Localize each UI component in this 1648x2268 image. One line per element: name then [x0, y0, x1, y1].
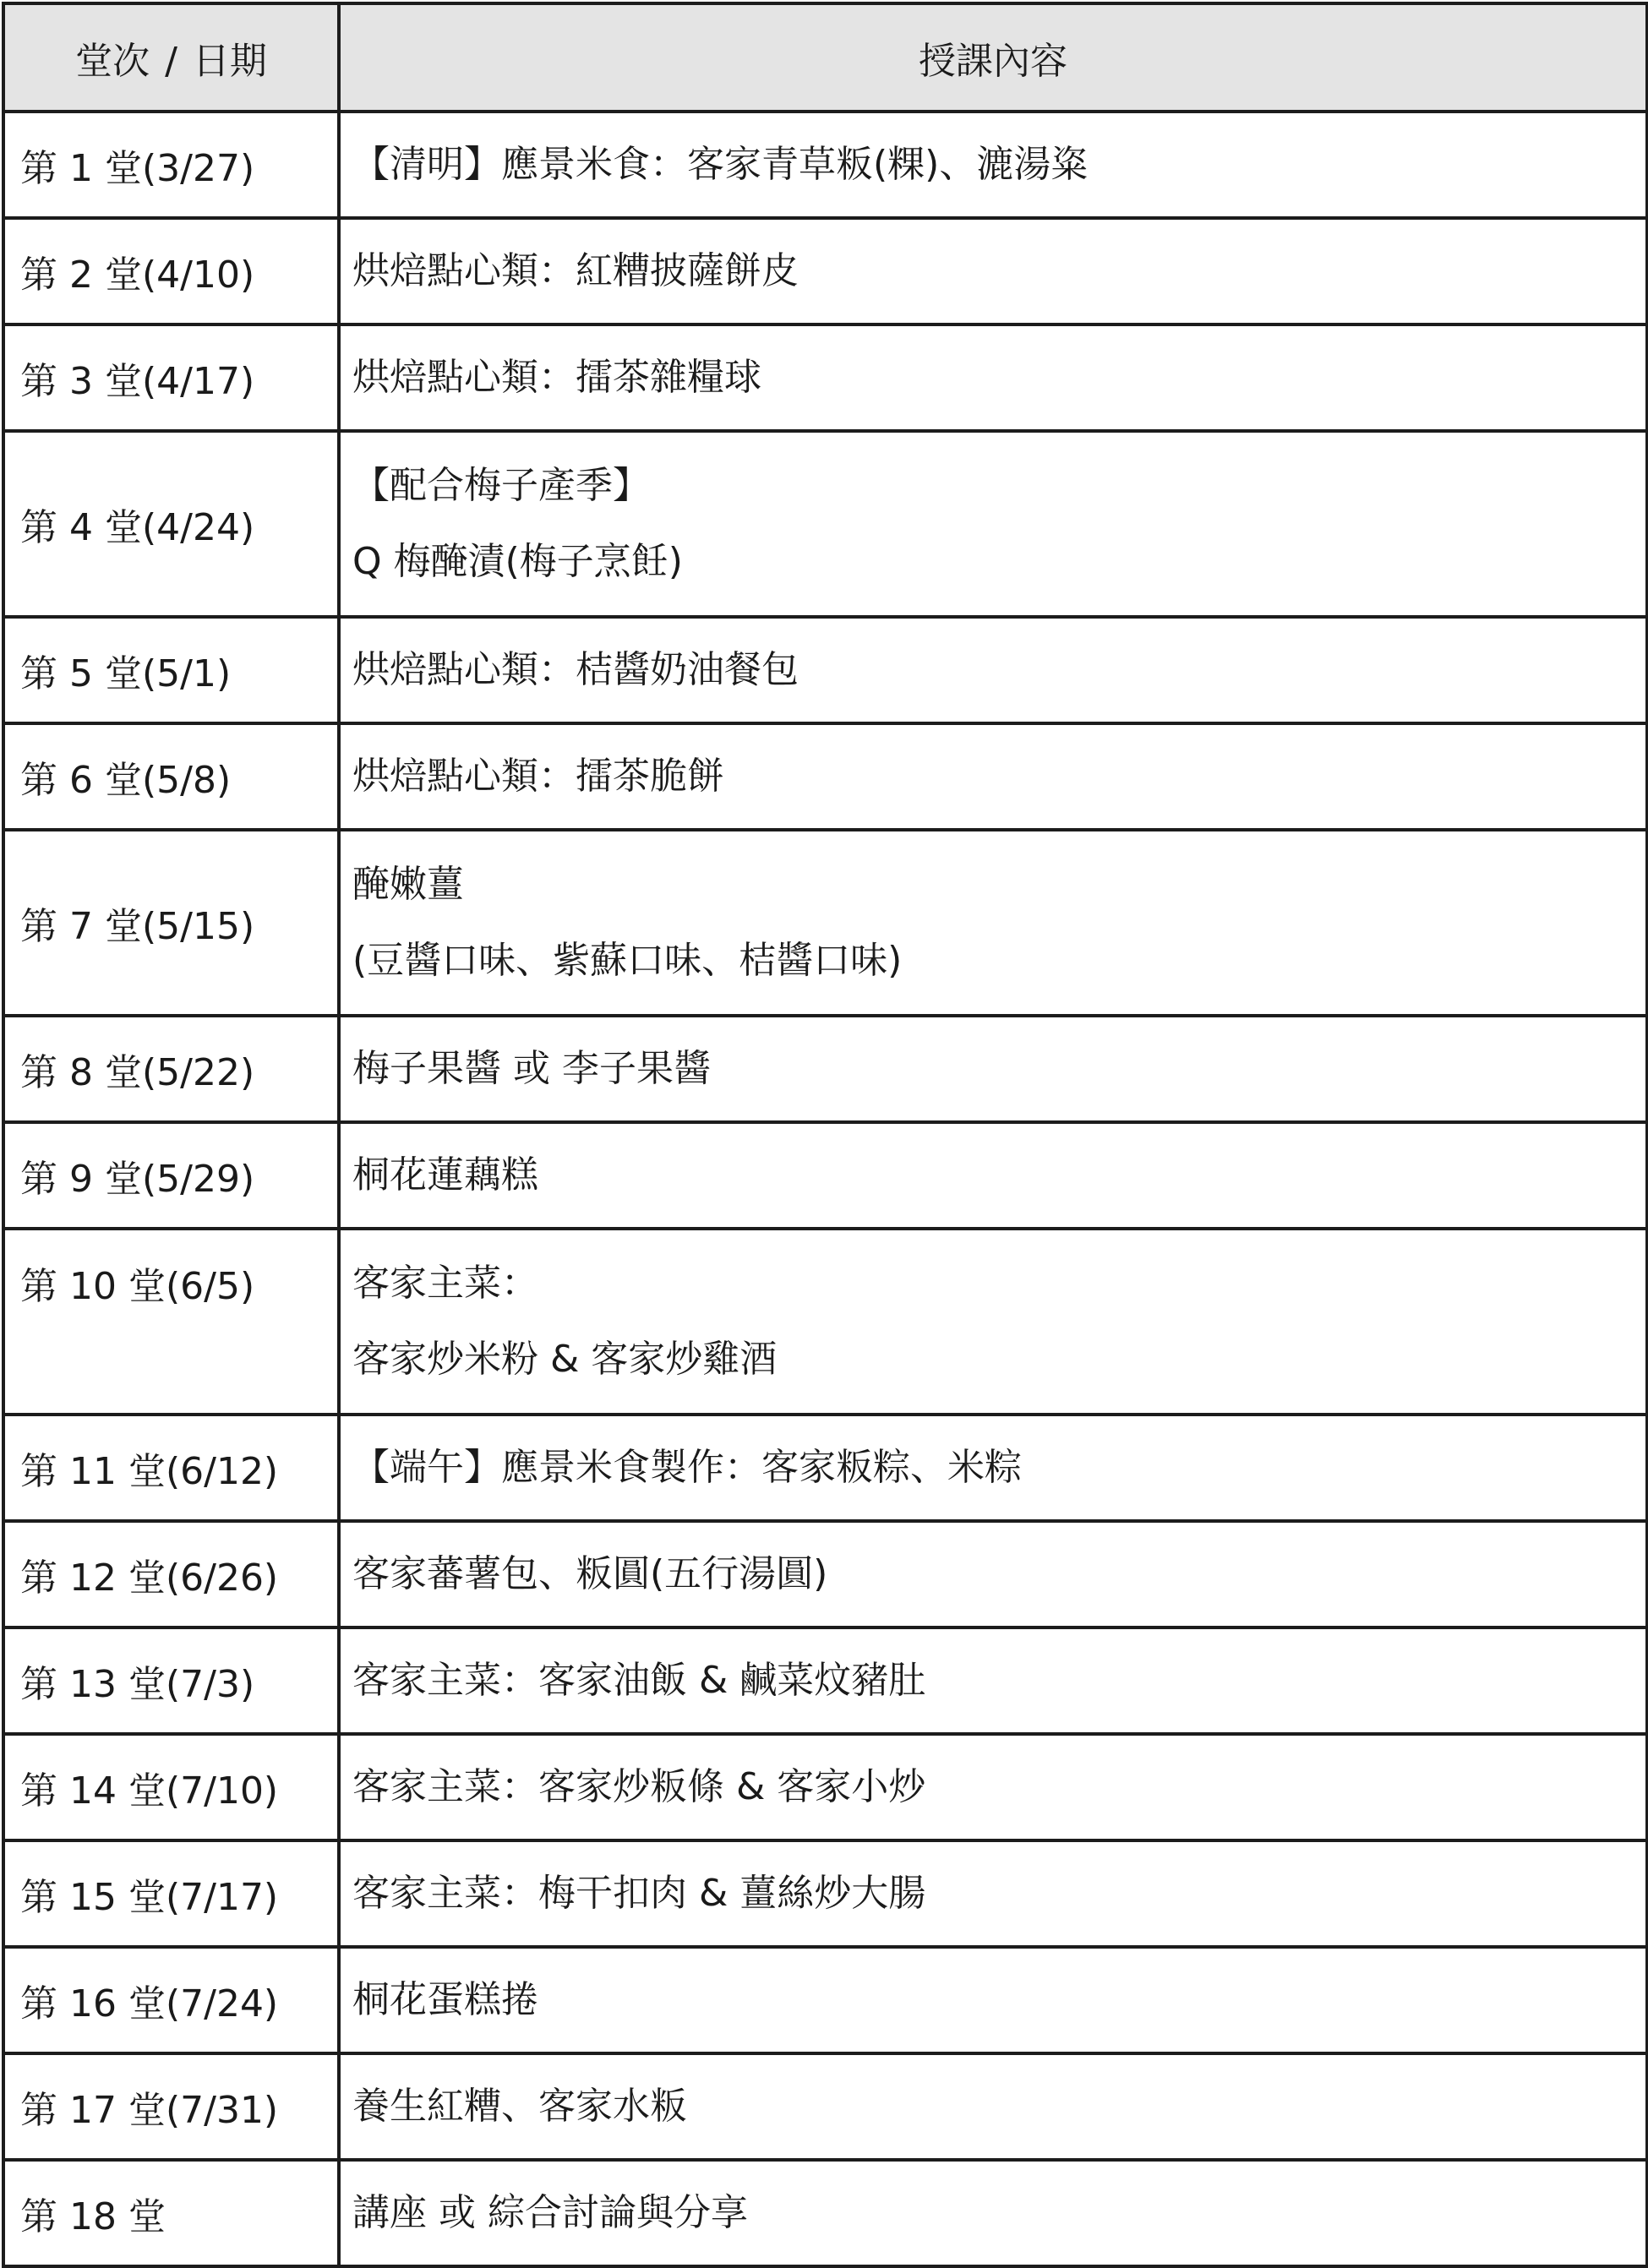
session-date-cell: 第 15 堂(7/17)	[3, 1840, 339, 1947]
content-line: 講座 或 綜合討論與分享	[352, 2191, 748, 2234]
table-row	[3, 1840, 1647, 1947]
table-row	[3, 2053, 1647, 2160]
course-content-cell	[339, 2160, 1647, 2266]
content-line: 【端午】應景米食製作：客家粄粽、米粽	[352, 1446, 1022, 1489]
content-line: 【配合梅子產季】	[352, 464, 650, 507]
session-date-cell: 第 4 堂(4/24)	[3, 431, 339, 617]
table-row	[3, 1521, 1647, 1627]
content-line: 養生紅糟、客家水粄	[352, 2085, 687, 2128]
content-line: 桐花蛋糕捲	[352, 1978, 538, 2021]
content-line: 梅子果醬 或 李子果醬	[352, 1047, 711, 1090]
session-date-cell: 第 7 堂(5/15)	[3, 830, 339, 1016]
content-line: 客家主菜：客家炒粄條 & 客家小炒	[352, 1765, 926, 1808]
content-line: Q 梅醃漬(梅子烹飪)	[352, 540, 683, 583]
header-row	[3, 3, 1647, 112]
course-content-cell	[339, 617, 1647, 723]
course-content-cell	[339, 112, 1647, 218]
content-line: (豆醬口味、紫蘇口味、桔醬口味)	[352, 939, 903, 982]
table-row	[3, 2160, 1647, 2266]
table-row	[3, 1016, 1647, 1122]
course-content-cell	[339, 1840, 1647, 1947]
course-content-cell	[339, 1016, 1647, 1122]
session-date-cell: 第 13 堂(7/3)	[3, 1627, 339, 1734]
table-row	[3, 830, 1647, 1016]
table-row	[3, 1415, 1647, 1521]
session-date-cell: 第 3 堂(4/17)	[3, 324, 339, 431]
table-row	[3, 431, 1647, 617]
content-line: 烘焙點心類：紅糟披薩餅皮	[352, 249, 799, 292]
table-row	[3, 1947, 1647, 2053]
session-date-cell: 第 9 堂(5/29)	[3, 1122, 339, 1229]
session-date-cell: 第 12 堂(6/26)	[3, 1521, 339, 1627]
table-row	[3, 1734, 1647, 1840]
content-line: 烘焙點心類：擂茶脆餅	[352, 755, 724, 798]
session-date-cell: 第 6 堂(5/8)	[3, 723, 339, 830]
course-content-cell	[339, 1229, 1647, 1415]
header-session-date	[3, 3, 339, 112]
course-content-cell	[339, 1415, 1647, 1521]
header-date-label: 日期	[192, 40, 267, 83]
session-date-cell: 第 2 堂(4/10)	[3, 218, 339, 324]
session-date-cell: 第 14 堂(7/10)	[3, 1734, 339, 1840]
header-content: 授課內容	[339, 3, 1647, 112]
course-content-cell	[339, 1627, 1647, 1734]
course-content-cell	[339, 1734, 1647, 1840]
content-line: 烘焙點心類：擂茶雜糧球	[352, 356, 761, 399]
session-date-cell: 第 8 堂(5/22)	[3, 1016, 339, 1122]
table-row	[3, 112, 1647, 218]
content-line: 烘焙點心類：桔醬奶油餐包	[352, 648, 799, 691]
session-date-cell: 第 16 堂(7/24)	[3, 1947, 339, 2053]
course-content-cell	[339, 1947, 1647, 2053]
content-line: 客家主菜：	[352, 1262, 538, 1305]
table-row	[3, 1229, 1647, 1415]
table-row	[3, 723, 1647, 830]
session-date-cell: 第 1 堂(3/27)	[3, 112, 339, 218]
schedule-body	[3, 112, 1647, 2266]
content-line: 客家蕃薯包、粄圓(五行湯圓)	[352, 1552, 828, 1595]
course-content-cell	[339, 1122, 1647, 1229]
header-session-label: 堂次	[75, 40, 150, 83]
table-row	[3, 218, 1647, 324]
content-line: 客家炒米粉 & 客家炒雞酒	[352, 1338, 778, 1381]
content-line: 客家主菜：梅干扣肉 & 薑絲炒大腸	[352, 1872, 926, 1915]
header-slash: /	[165, 40, 177, 83]
course-content-cell	[339, 1521, 1647, 1627]
course-content-cell	[339, 324, 1647, 431]
table-row	[3, 324, 1647, 431]
course-content-cell	[339, 2053, 1647, 2160]
session-date-cell: 第 10 堂(6/5)	[3, 1229, 339, 1415]
course-content-cell	[339, 830, 1647, 1016]
course-schedule-table	[2, 2, 1648, 2268]
content-line: 桐花蓮藕糕	[352, 1153, 538, 1197]
session-date-cell: 第 17 堂(7/31)	[3, 2053, 339, 2160]
content-line: 客家主菜：客家油飯 & 鹹菜炆豬肚	[352, 1659, 926, 1702]
content-line: 醃嫩薑	[352, 863, 464, 906]
session-date-cell: 第 5 堂(5/1)	[3, 617, 339, 723]
session-date-cell: 第 18 堂	[3, 2160, 339, 2266]
course-content-cell	[339, 723, 1647, 830]
content-line: 【清明】應景米食：客家青草粄(粿)、漉湯粢	[352, 143, 1089, 186]
course-content-cell	[339, 431, 1647, 617]
table-row	[3, 1122, 1647, 1229]
table-row	[3, 617, 1647, 723]
course-content-cell	[339, 218, 1647, 324]
table-row	[3, 1627, 1647, 1734]
session-date-cell: 第 11 堂(6/12)	[3, 1415, 339, 1521]
